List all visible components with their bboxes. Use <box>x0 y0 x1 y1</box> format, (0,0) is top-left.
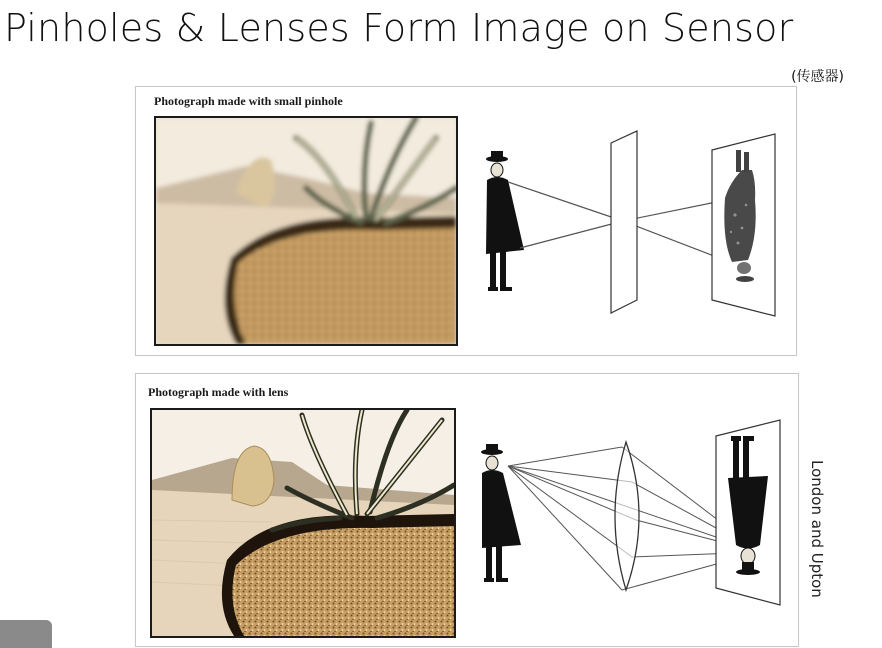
slide-subtitle: (传感器) <box>791 69 844 85</box>
pinhole-panel <box>135 86 797 356</box>
pinhole-photograph <box>154 116 458 346</box>
lens-photograph <box>150 408 456 638</box>
image-credit: London and Upton <box>808 460 826 598</box>
pinhole-panel-caption: Photograph made with small pinhole <box>154 94 343 108</box>
lens-panel-caption: Photograph made with lens <box>148 385 289 399</box>
slide-title: Pinholes & Lenses Form Image on Sensor <box>4 6 794 50</box>
lens-panel <box>135 373 799 647</box>
presenter-thumbnail <box>0 620 52 648</box>
